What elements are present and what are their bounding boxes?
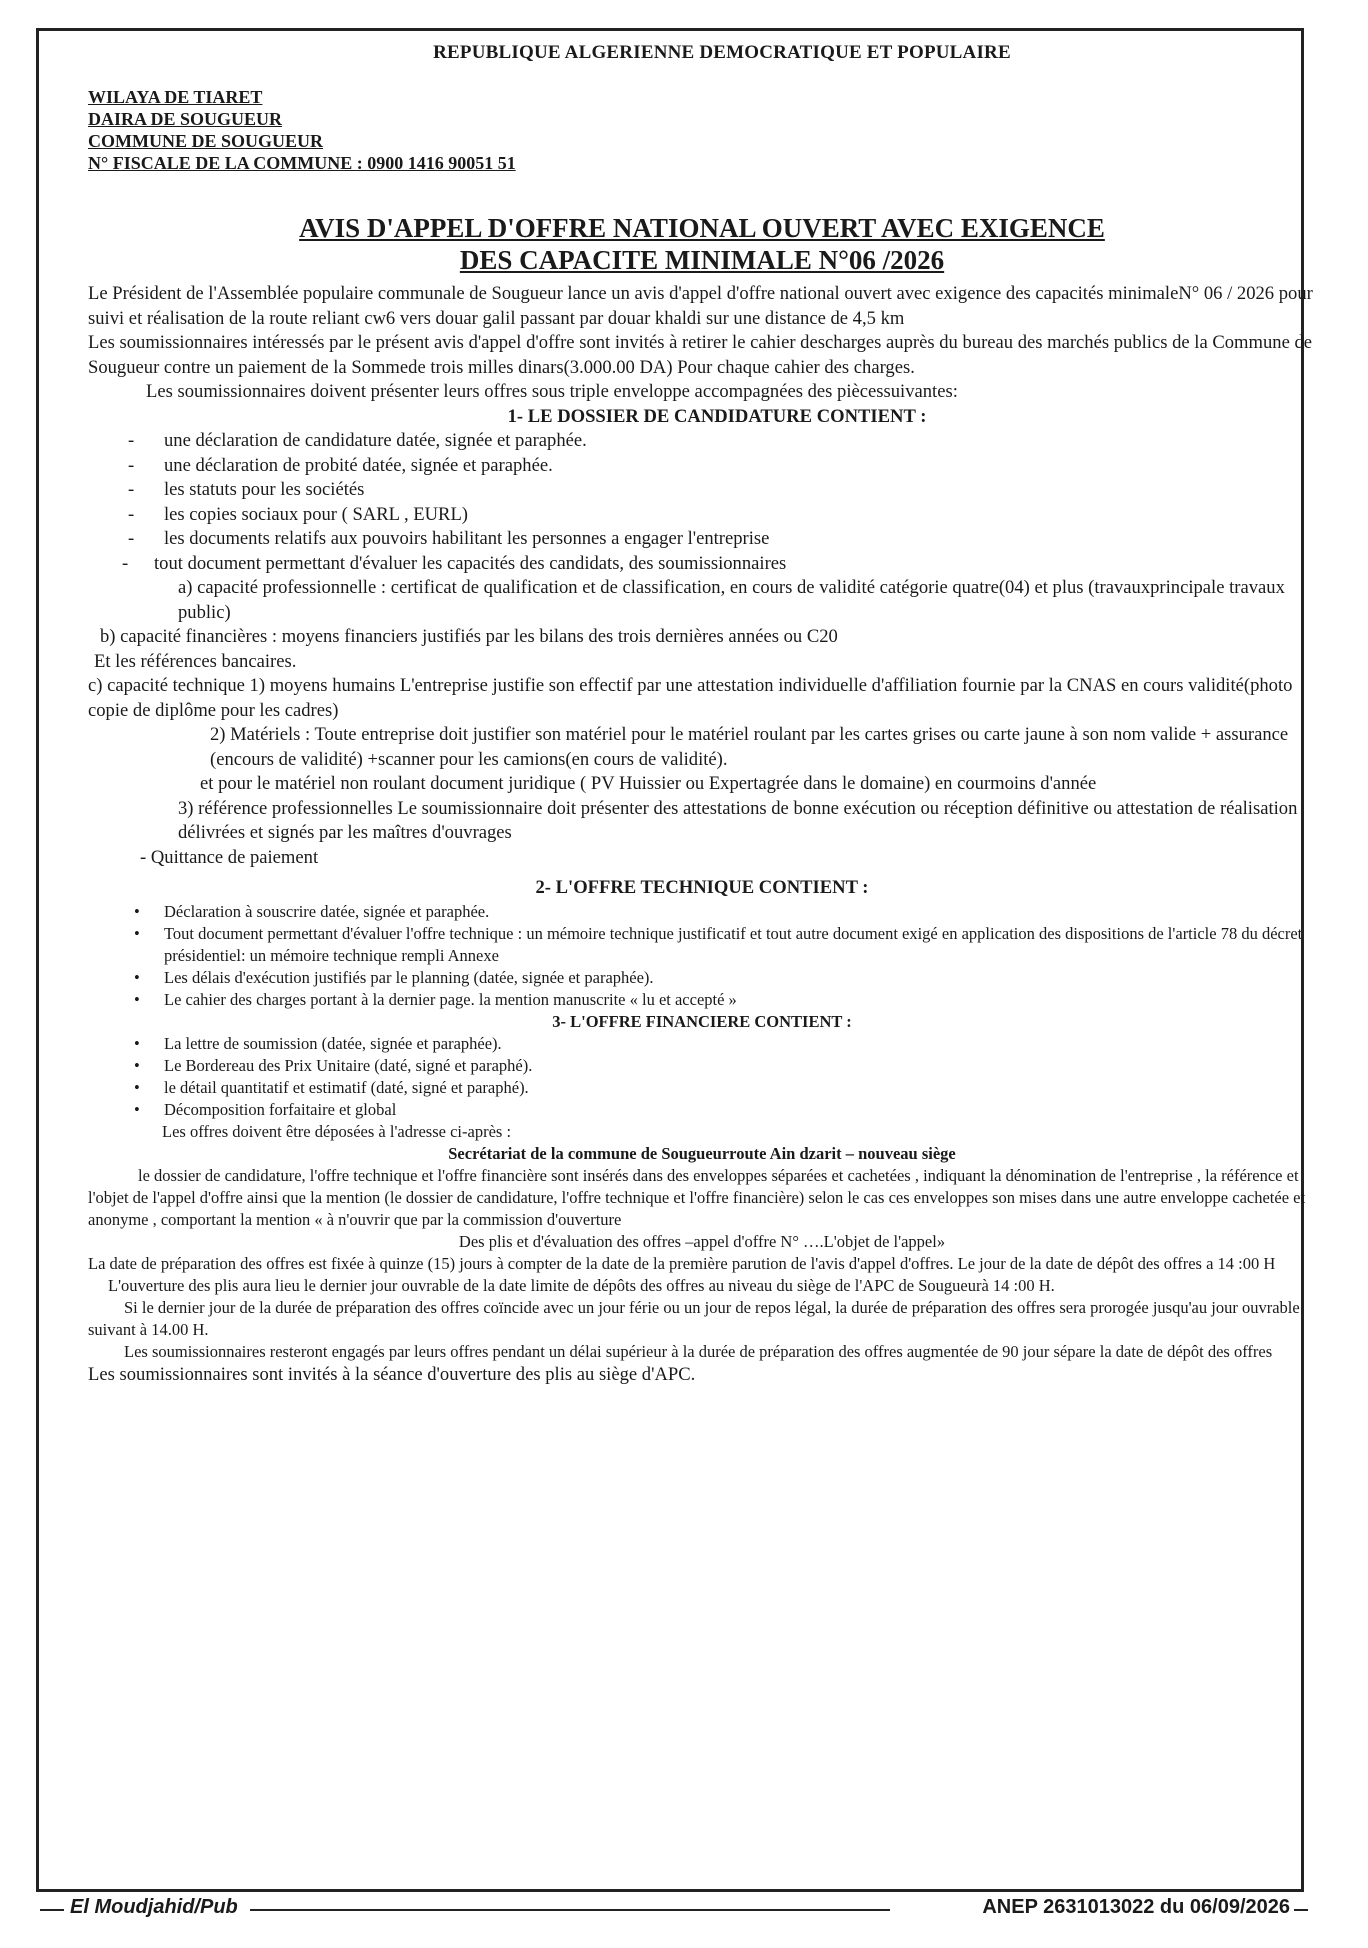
list-item: • le détail quantitatif et estimatif (daté, signé et paraphé). [88,1077,1316,1099]
section3-heading: 3- L'OFFRE FINANCIERE CONTIENT : [552,1011,852,1031]
deposit-intro: Les offres doivent être déposées à l'adresse ci-après : [162,1121,512,1141]
intro-paragraph: Le Président de l'Assemblée populaire communale de Sougueur lance un avis d'appel d'offre national ouvert avec exigence des capacités minimaleN° 06 / 2026 pour suivi et réalisation de la route reliant cw6 vers douar galil passant par douar khaldi sur une distance de 4,5 km [88,283,1313,329]
bid-validity: Les soumissionnaires resteront engagés par leurs offres pendant un délai supérieur à la durée de préparation des offres augmentée de 90 jour sépare la date de dépôt des offres [124,1341,1273,1361]
footer-rule-right [1294,1909,1308,1911]
wilaya-line: WILAYA DE TIARET [88,87,263,107]
republic-heading: REPUBLIQUE ALGERIENNE DEMOCRATIQUE ET POPULAIRE [433,42,1011,63]
administration-block [88,86,1316,174]
notice-document [88,42,1316,1387]
evaluation-mention: Des plis et d'évaluation des offres –appel d'offre N° ….L'objet de l'appel» [458,1231,946,1251]
preparation-deadline: La date de préparation des offres est fixée à quinze (15) jours à compter de la date de la première parution de l'avis d'appel d'offres. Le jour de la date de dépôt des offres a 14 :00 H [88,1253,1276,1273]
daira-line: DAIRA DE SOUGUEUR [88,109,283,129]
list-item: - une déclaration de probité datée, signée et paraphée. [88,454,1316,479]
list-item: - les statuts pour les sociétés [88,478,1316,503]
anep-reference: ANEP 2631013022 du 06/09/2026 [982,1896,1290,1918]
title-line-1: AVIS D'APPEL D'OFFRE NATIONAL OUVERT AVEC EXIGENCE [299,213,1105,243]
fiscal-number-line: N° FISCALE DE LA COMMUNE : 0900 1416 90051 51 [88,153,516,173]
list-item: • Décomposition forfaitaire et global [88,1099,1316,1121]
envelope-paragraph: Les soumissionnaires doivent présenter leurs offres sous triple enveloppe accompagnées des piècessuivantes: [146,381,958,402]
professional-capacity: a) capacité professionnelle : certificat de qualification et de classification, en cours de validité catégorie quatre(04) et plus (travauxprincipale travaux public) [178,577,1285,623]
commune-line: COMMUNE DE SOUGUEUR [88,131,324,151]
non-rolling-equipment: et pour le matériel non roulant document juridique ( PV Huissier ou Expertagrée dans le domaine) en courmoins d'année [200,773,1097,794]
opening-invitation: Les soumissionnaires sont invités à la séance d'ouverture des plis au siège d'APC. [88,1363,696,1385]
footer-rule-left [40,1909,64,1911]
bank-references: Et les références bancaires. [94,650,297,672]
list-item: - une déclaration de candidature datée, signée et paraphée. [88,429,1316,454]
title-line-2: DES CAPACITE MINIMALE N°06 /2026 [459,245,945,275]
section1-heading: 1- LE DOSSIER DE CANDIDATURE CONTIENT : [507,405,927,427]
deposit-address: Secrétariat de la commune de Sougueurroute Ain dzarit – nouveau siège [448,1143,956,1163]
technical-capacity: c) capacité technique 1) moyens humains L'entreprise justifie son effectif par une attestation individuelle d'affiliation fournie par la CNAS en cours validité(photo copie de diplôme pour les cadres) [88,675,1293,721]
holiday-extension: Si le dernier jour de la durée de préparation des offres coïncide avec un jour férie ou un jour de repos légal, la durée de préparation des offres sera prorogée jusqu'au jour ouvrable suivant à 14.00 H. [88,1297,1300,1339]
opening-of-bids: L'ouverture des plis aura lieu le dernier jour ouvrable de la date limite de dépôts des offres au niveau du siège de l'APC de Sougueurà 14 :00 H. [108,1275,1055,1295]
list-item: - les documents relatifs aux pouvoirs habilitant les personnes a engager l'entreprise [88,527,1316,552]
notice-title [88,212,1316,276]
notice-body [88,282,1316,1387]
list-item: • La lettre de soumission (datée, signée et paraphée). [88,1033,1316,1055]
list-item: • Le cahier des charges portant à la dernier page. la mention manuscrite « lu et accepté » [88,989,1316,1011]
list-item: • Les délais d'exécution justifiés par le planning (datée, signée et paraphée). [88,967,1316,989]
list-item: • Le Bordereau des Prix Unitaire (daté, signé et paraphé). [88,1055,1316,1077]
payment-receipt: - Quittance de paiement [140,846,319,868]
list-item: • Tout document permettant d'évaluer l'offre technique : un mémoire technique justificatif et tout autre document exigé en application des dispositions de l'article 78 du décret présidentiel: un mémoire technique rempli Annexe [88,923,1316,967]
professional-references: 3) référence professionnelles Le soumissionnaire doit présenter des attestations de bonne exécution ou réception définitive ou attestation de réalisation délivrées et signés par les maîtres d'ouvrages [178,797,1298,843]
withdrawal-paragraph: Les soumissionnaires intéressés par le présent avis d'appel d'offre sont invités à retirer le cahier descharges auprès du bureau des marchés publics de la Commune de Sougueur contre un paiement de la Sommede trois milles dinars(3.000.00 DA) Pour chaque cahier des charges. [88,332,1313,378]
list-item: • Déclaration à souscrire datée, signée et paraphée. [88,901,1316,923]
financial-capacity: b) capacité financières : moyens financiers justifiés par les bilans des trois dernières années ou C20 [100,626,838,647]
footer-rule-middle [250,1909,890,1911]
publication-footer [40,1896,1308,1926]
section2-heading: 2- L'OFFRE TECHNIQUE CONTIENT : [535,877,869,898]
list-item: - tout document permettant d'évaluer les capacités des candidats, des soumissionnaires [88,552,1316,577]
equipment-requirements: 2) Matériels : Toute entreprise doit justifier son matériel pour le matériel roulant par les cartes grises ou carte jaune à son nom valide + assurance (encours de validité) +scanner pour les camions(en cours de validité). [210,724,1289,770]
publisher-label: El Moudjahid/Pub [70,1896,238,1918]
envelope-instructions: le dossier de candidature, l'offre technique et l'offre financière sont insérés dans des enveloppes séparées et cachetées , indiquant la dénomination de l'entreprise , la référence et l'objet de l'appel d'offre ainsi que la mention (le dossier de candidature, l'offre technique et l'offre financière) selon le cas ces enveloppes son mises dans une autre enveloppe cachetée et anonyme , comportant la mention « à n'ouvrir que par la commission d'ouverture [88,1165,1306,1229]
list-item: - les copies sociaux pour ( SARL , EURL) [88,503,1316,528]
